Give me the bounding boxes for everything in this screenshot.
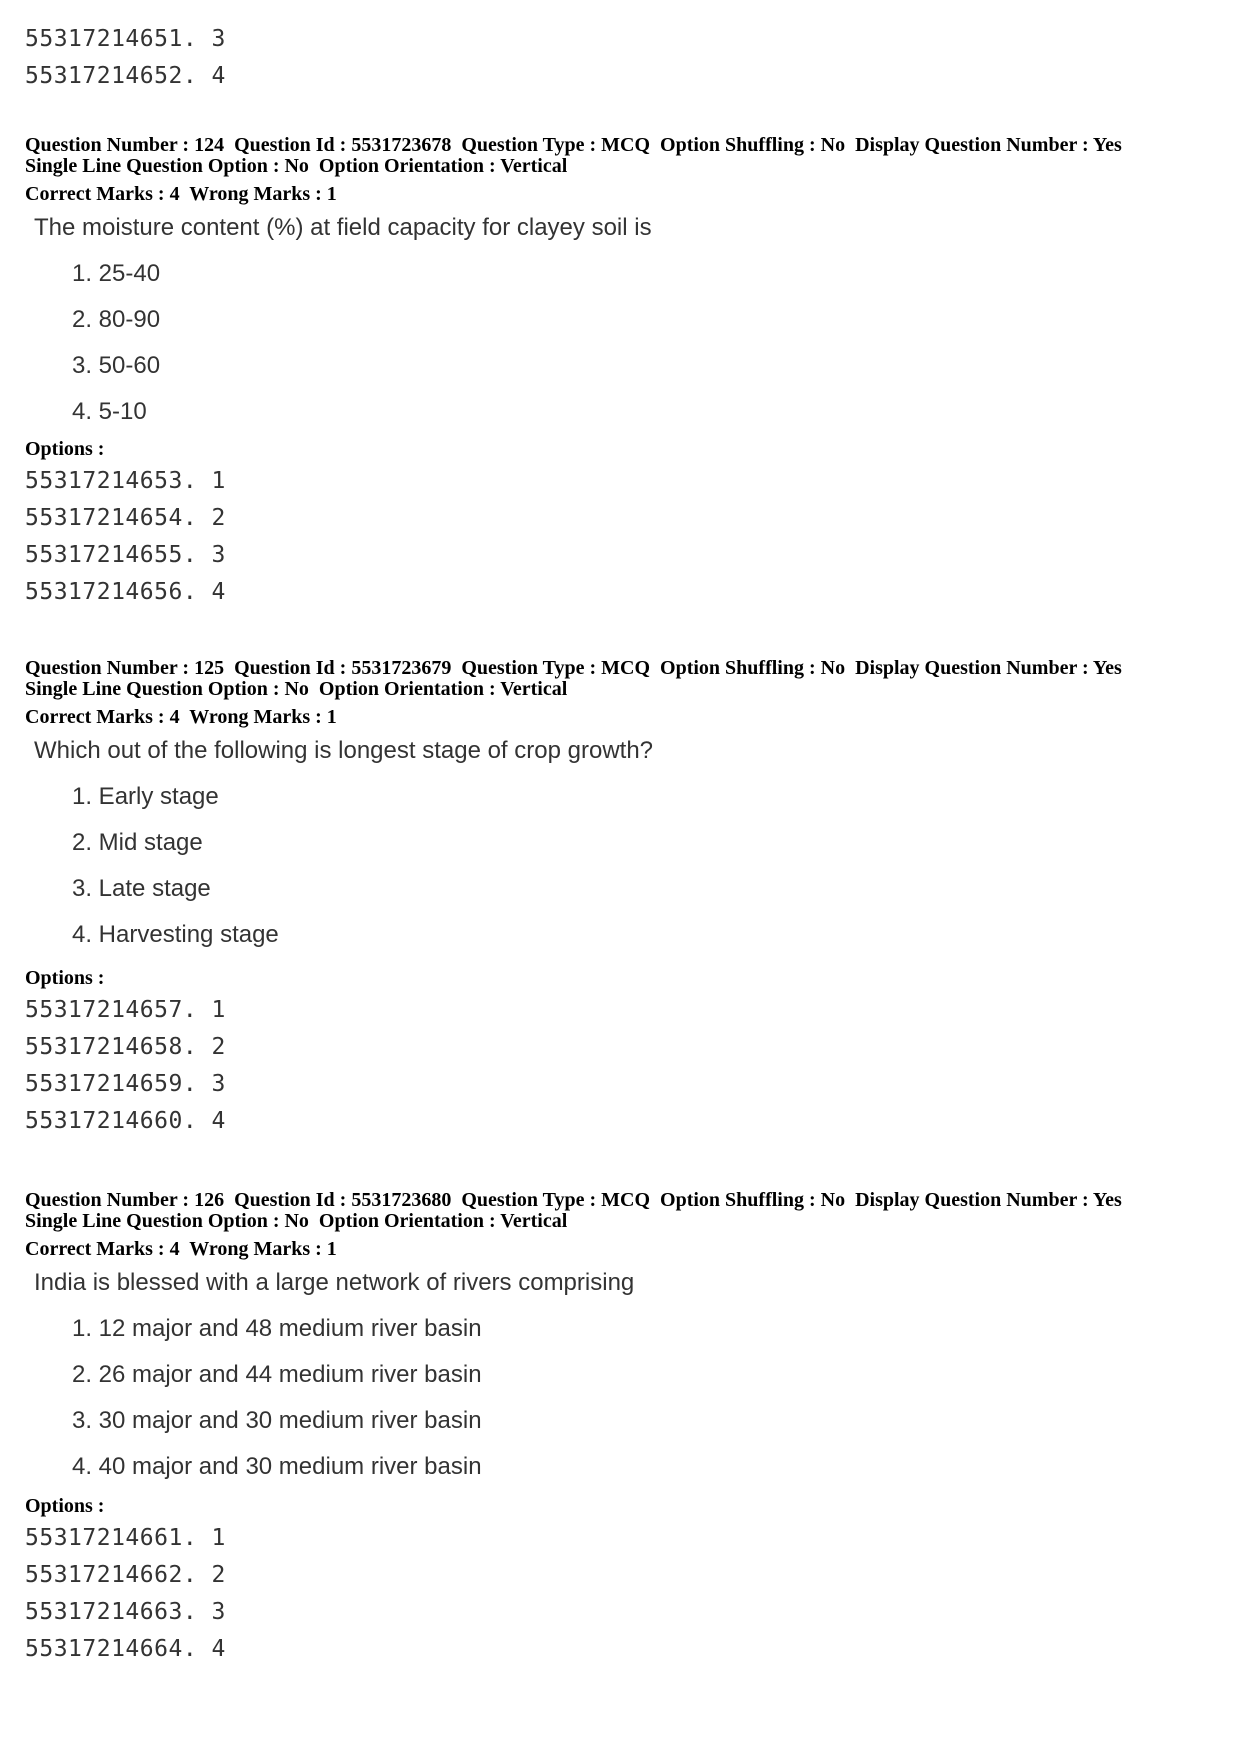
option-id: 55317214658. 2 bbox=[25, 1034, 226, 1060]
question-choice: 2. Mid stage bbox=[72, 829, 203, 856]
question-text: India is blessed with a large network of rivers comprising bbox=[34, 1269, 635, 1296]
option-id: 55317214653. 1 bbox=[25, 468, 226, 494]
question-choice: 3. 50-60 bbox=[72, 352, 161, 379]
question-meta: Question Number : 125 Question Id : 5531723679 Question Type : MCQ Option Shuffling : No Display Question Number : Yes bbox=[25, 657, 1122, 679]
option-id: 55317214655. 3 bbox=[25, 542, 226, 568]
option-id: 55317214659. 3 bbox=[25, 1071, 226, 1097]
question-marks: Correct Marks : 4 Wrong Marks : 1 bbox=[25, 1238, 337, 1260]
question-text: Which out of the following is longest stage of crop growth? bbox=[34, 737, 654, 764]
question-meta: Question Number : 126 Question Id : 5531723680 Question Type : MCQ Option Shuffling : No Display Question Number : Yes bbox=[25, 1189, 1122, 1211]
previous-question-options bbox=[25, 21, 1215, 95]
option-id: 55317214660. 4 bbox=[25, 1108, 226, 1134]
option-id: 55317214652. 4 bbox=[25, 63, 226, 89]
question-choice: 4. 5-10 bbox=[72, 398, 147, 425]
option-id: 55317214656. 4 bbox=[25, 579, 226, 605]
options-label: Options : bbox=[25, 1495, 105, 1517]
question-block-125 bbox=[25, 658, 1215, 1140]
option-id: 55317214657. 1 bbox=[25, 997, 226, 1023]
question-meta: Single Line Question Option : No Option Orientation : Vertical bbox=[25, 678, 568, 700]
question-meta: Single Line Question Option : No Option Orientation : Vertical bbox=[25, 1210, 568, 1232]
question-choice: 4. Harvesting stage bbox=[72, 921, 279, 948]
options-label: Options : bbox=[25, 438, 105, 460]
question-choice: 1. 25-40 bbox=[72, 260, 161, 287]
option-id: 55317214664. 4 bbox=[25, 1636, 226, 1662]
question-meta: Single Line Question Option : No Option Orientation : Vertical bbox=[25, 155, 568, 177]
question-choice: 1. Early stage bbox=[72, 783, 219, 810]
question-text: The moisture content (%) at field capacity for clayey soil is bbox=[34, 214, 652, 241]
question-marks: Correct Marks : 4 Wrong Marks : 1 bbox=[25, 706, 337, 728]
question-marks: Correct Marks : 4 Wrong Marks : 1 bbox=[25, 183, 337, 205]
question-block-124 bbox=[25, 135, 1215, 611]
option-id: 55317214654. 2 bbox=[25, 505, 226, 531]
option-id: 55317214651. 3 bbox=[25, 26, 226, 52]
question-meta: Question Number : 124 Question Id : 5531723678 Question Type : MCQ Option Shuffling : No Display Question Number : Yes bbox=[25, 134, 1122, 156]
question-choice: 3. Late stage bbox=[72, 875, 211, 902]
options-label: Options : bbox=[25, 967, 105, 989]
option-id: 55317214662. 2 bbox=[25, 1562, 226, 1588]
option-id: 55317214663. 3 bbox=[25, 1599, 226, 1625]
question-choice: 3. 30 major and 30 medium river basin bbox=[72, 1407, 482, 1434]
question-choice: 4. 40 major and 30 medium river basin bbox=[72, 1453, 482, 1480]
question-block-126 bbox=[25, 1190, 1215, 1668]
option-id: 55317214661. 1 bbox=[25, 1525, 226, 1551]
question-choice: 1. 12 major and 48 medium river basin bbox=[72, 1315, 482, 1342]
question-choice: 2. 80-90 bbox=[72, 306, 161, 333]
question-choice: 2. 26 major and 44 medium river basin bbox=[72, 1361, 482, 1388]
